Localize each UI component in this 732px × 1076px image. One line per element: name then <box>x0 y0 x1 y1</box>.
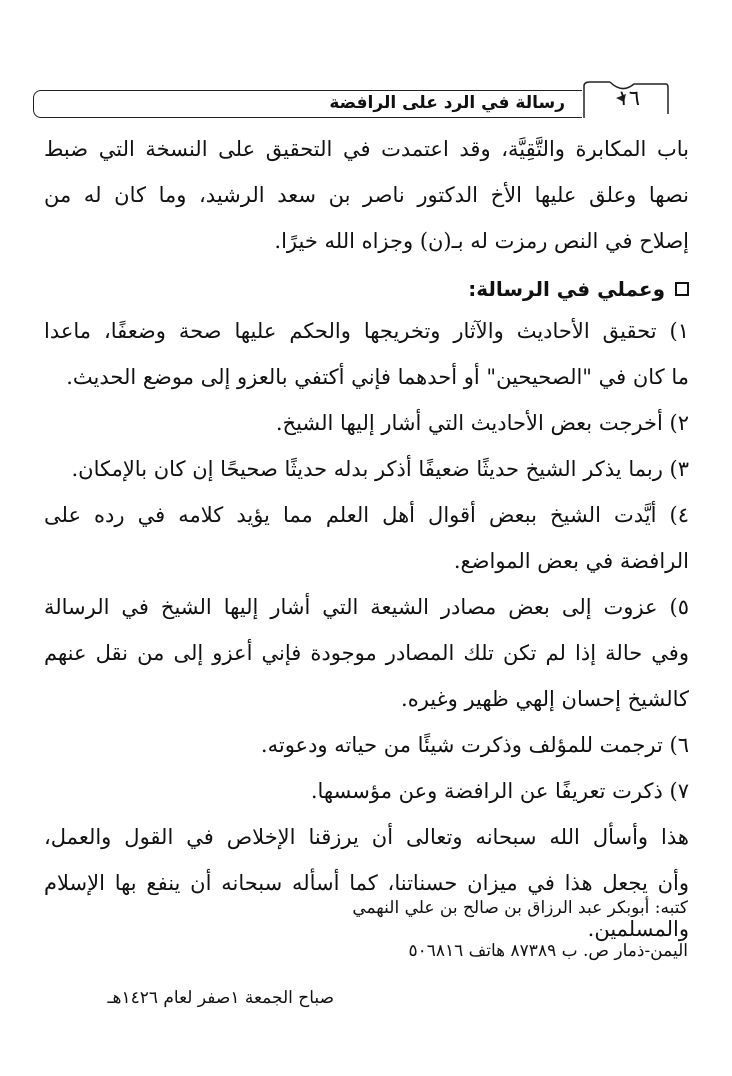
intro-line: إصلاح في النص رمزت له بـ(ن) وجزاه الله خيرًا. <box>274 229 689 253</box>
section-heading <box>44 266 689 312</box>
page-number-tab <box>582 80 670 118</box>
list-item: ٧) ذكرت تعريفًا عن الرافضة وعن مؤسسها. <box>310 779 689 803</box>
list-item: ٣) ربما يذكر الشيخ حديثًا ضعيفًا أذكر بدله حديثًا صحيحًا إن كان بالإمكان. <box>71 457 689 481</box>
list-item: ما كان في "الصحيحين" أو أحدهما فإني أكتفي بالعزو إلى موضع الحديث. <box>66 365 689 389</box>
checkbox-bullet-icon <box>675 282 689 296</box>
page-body <box>44 126 689 952</box>
section-heading-text: وعملي في الرسالة: <box>468 277 665 301</box>
list-item: وفي حالة إذا لم تكن تلك المصادر موجودة فإني أعزو إلى من نقل عنهم <box>44 641 689 665</box>
list-item: ٢) أخرجت بعض الأحاديث التي أشار إليها الشيخ. <box>275 411 689 435</box>
intro-line: باب المكابرة والتَّقِيَّة، وقد اعتمدت في التحقيق على النسخة التي ضبط <box>44 137 689 161</box>
list-item: ٦) ترجمت للمؤلف وذكرت شيئًا من حياته ودعوته. <box>260 733 689 757</box>
list-item: ٥) عزوت إلى بعض مصادر الشيعة التي أشار إليها الشيخ في الرسالة <box>44 595 689 619</box>
closing-line: هذا وأسأل الله سبحانه وتعالى أن يرزقنا الإخلاص في القول والعمل، <box>44 825 689 849</box>
running-header <box>33 84 670 120</box>
list-item: ٤) أيَّدت الشيخ ببعض أقوال أهل العلم مما يؤيد كلامه في رده على <box>44 503 689 527</box>
list-item: الرافضة في بعض المواضع. <box>453 549 689 573</box>
list-item: كالشيخ إحسان إلهي ظهير وغيره. <box>401 687 689 711</box>
signature-address: اليمن-ذمار ص. ب ٨٧٣٨٩ هاتف ٥٠٦٨١٦ <box>408 941 688 961</box>
signature-date: صباح الجمعة ١صفر لعام ١٤٢٦هـ <box>107 988 334 1008</box>
list-item: ١) تحقيق الأحاديث والآثار وتخريجها والحكم عليها صحة وضعفًا، ماعدا <box>44 319 689 343</box>
signature-author: كتبه: أبوبكر عبد الرزاق بن صالح بن علي النهمي <box>352 898 688 918</box>
closing-line: وأن يجعل هذا في ميزان حسناتنا، كما أسأله سبحانه أن ينفع بها الإسلام والمسلمين. <box>44 871 689 941</box>
page-number: ١٦ <box>617 86 640 110</box>
intro-line: نصها وعلق عليها الأخ الدكتور ناصر بن سعد الرشيد، وما كان له من <box>44 183 689 207</box>
header-title: رسالة في الرد على الرافضة <box>329 93 565 113</box>
